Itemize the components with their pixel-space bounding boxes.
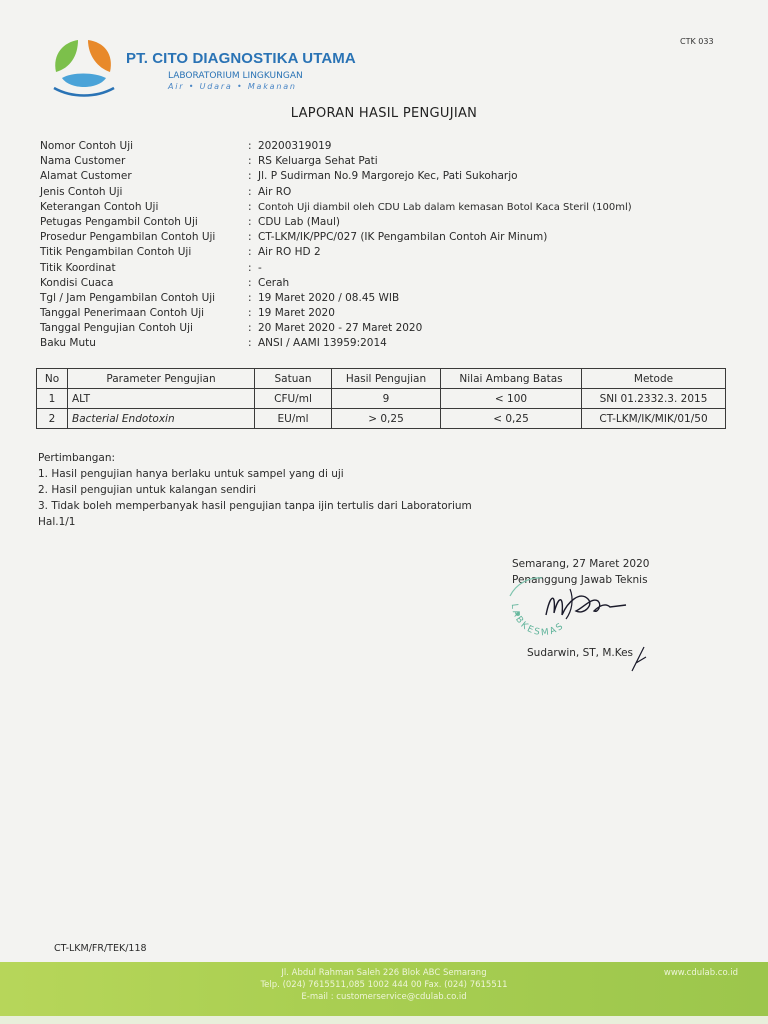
info-value: CDU Lab (Maul): [258, 215, 340, 228]
company-tagline: Air • Udara • Makanan: [168, 82, 297, 91]
info-value: Contoh Uji diambil oleh CDU Lab dalam kemasan Botol Kaca Steril (100ml): [258, 201, 632, 213]
info-colon: :: [248, 307, 252, 320]
table-header-row: [37, 369, 726, 389]
info-label: Kondisi Cuaca: [40, 276, 114, 289]
header-parameter: Parameter Pengujian: [68, 369, 255, 389]
footer-email: E-mail : customerservice@cdulab.co.id: [301, 992, 467, 1002]
cell-parameter: Bacterial Endotoxin: [68, 409, 255, 429]
info-colon: :: [248, 261, 252, 274]
note-item: 3. Tidak boleh memperbanyak hasil pengujian tanpa ijin tertulis dari Laboratorium: [38, 500, 472, 512]
info-colon: :: [248, 246, 252, 259]
info-value: 20200319019: [258, 140, 332, 152]
info-colon: :: [248, 155, 252, 168]
info-label: Tanggal Penerimaan Contoh Uji: [40, 307, 205, 320]
info-colon: :: [248, 337, 252, 350]
info-colon: :: [248, 200, 252, 213]
document-code-top: CTK 033: [680, 37, 714, 46]
cell-unit: EU/ml: [255, 409, 332, 429]
header-no: No: [37, 369, 68, 389]
cell-result: > 0,25: [332, 409, 441, 429]
info-value: Air RO: [258, 185, 292, 198]
info-colon: :: [248, 276, 252, 289]
header-unit: Satuan: [255, 369, 332, 389]
info-value: RS Keluarga Sehat Pati: [258, 155, 378, 168]
info-label: Jenis Contoh Uji: [40, 185, 123, 198]
info-colon: :: [248, 231, 252, 244]
header-threshold: Nilai Ambang Batas: [441, 369, 582, 389]
info-label: Prosedur Pengambilan Contoh Uji: [40, 231, 216, 244]
info-colon: :: [248, 215, 252, 228]
sign-role: Penanggung Jawab Teknis: [512, 574, 648, 586]
cell-method: CT-LKM/IK/MIK/01/50: [582, 409, 726, 429]
footer-address: Jl. Abdul Rahman Saleh 226 Blok ABC Semarang: [281, 968, 487, 978]
signer-initial-icon: [628, 645, 650, 673]
notes-section: [38, 450, 472, 530]
table-row: [37, 409, 726, 429]
info-label: Petugas Pengambil Contoh Uji: [40, 215, 198, 228]
signer-name: Sudarwin, ST, M.Kes: [527, 647, 634, 659]
cell-threshold: < 0,25: [441, 409, 582, 429]
cell-unit: CFU/ml: [255, 389, 332, 409]
info-value: Jl. P Sudirman No.9 Margorejo Kec, Pati Sukoharjo: [258, 170, 518, 183]
info-label: Baku Mutu: [40, 337, 96, 350]
footer-bar: [0, 962, 768, 1016]
info-label: Nomor Contoh Uji: [40, 140, 134, 152]
cell-result: 9: [332, 389, 441, 409]
info-value: 20 Maret 2020 - 27 Maret 2020: [258, 322, 423, 335]
info-value: ANSI / AAMI 13959:2014: [258, 337, 387, 350]
info-colon: :: [248, 322, 252, 335]
info-label: Keterangan Contoh Uji: [40, 200, 159, 213]
cell-no: 2: [37, 409, 68, 429]
footer-phone: Telp. (024) 7615511,085 1002 444 00 Fax. (024) 7615511: [260, 980, 508, 990]
info-colon: :: [248, 291, 252, 304]
note-item: 2. Hasil pengujian untuk kalangan sendiri: [38, 484, 257, 496]
cell-threshold: < 100: [441, 389, 582, 409]
results-table: [36, 368, 726, 429]
info-value: 19 Maret 2020 / 08.45 WIB: [258, 291, 400, 304]
info-value: Air RO HD 2: [258, 246, 321, 259]
company-logo-icon: [48, 38, 120, 98]
report-title: LAPORAN HASIL PENGUJIAN: [290, 106, 478, 121]
footer-website-link[interactable]: www.cdulab.co.id: [663, 968, 738, 978]
page-number: Hal.1/1: [38, 516, 76, 528]
info-colon: :: [248, 140, 252, 152]
info-label: Nama Customer: [40, 155, 126, 168]
info-value: Cerah: [258, 276, 290, 289]
info-label: Tgl / Jam Pengambilan Contoh Uji: [40, 291, 216, 304]
note-item: 1. Hasil pengujian hanya berlaku untuk sampel yang di uji: [38, 468, 344, 480]
info-value: -: [258, 261, 262, 274]
cell-parameter: ALT: [68, 389, 255, 409]
info-label: Alamat Customer: [40, 170, 132, 183]
info-label: Titik Pengambilan Contoh Uji: [40, 246, 192, 259]
notes-heading: Pertimbangan:: [38, 452, 116, 464]
header-result: Hasil Pengujian: [332, 369, 441, 389]
info-label: Tanggal Pengujian Contoh Uji: [40, 322, 193, 335]
lab-name: LABORATORIUM LINGKUNGAN: [168, 71, 303, 81]
sign-place-date: Semarang, 27 Maret 2020: [512, 558, 650, 570]
stamp-text: LABKESMAS: [508, 603, 567, 639]
header-method: Metode: [582, 369, 726, 389]
info-colon: :: [248, 185, 252, 198]
info-label: Titik Koordinat: [40, 261, 116, 274]
handwritten-signature-icon: [540, 585, 630, 625]
footer-stripe: [0, 1016, 768, 1024]
table-row: [37, 389, 726, 409]
document-code-bottom: CT-LKM/FR/TEK/118: [54, 943, 147, 954]
info-value: 19 Maret 2020: [258, 307, 335, 320]
company-name: PT. CITO DIAGNOSTIKA UTAMA: [126, 50, 356, 67]
info-colon: :: [248, 170, 252, 183]
info-value: CT-LKM/IK/PPC/027 (IK Pengambilan Contoh Air Minum): [258, 231, 548, 244]
cell-method: SNI 01.2332.3. 2015: [582, 389, 726, 409]
cell-no: 1: [37, 389, 68, 409]
